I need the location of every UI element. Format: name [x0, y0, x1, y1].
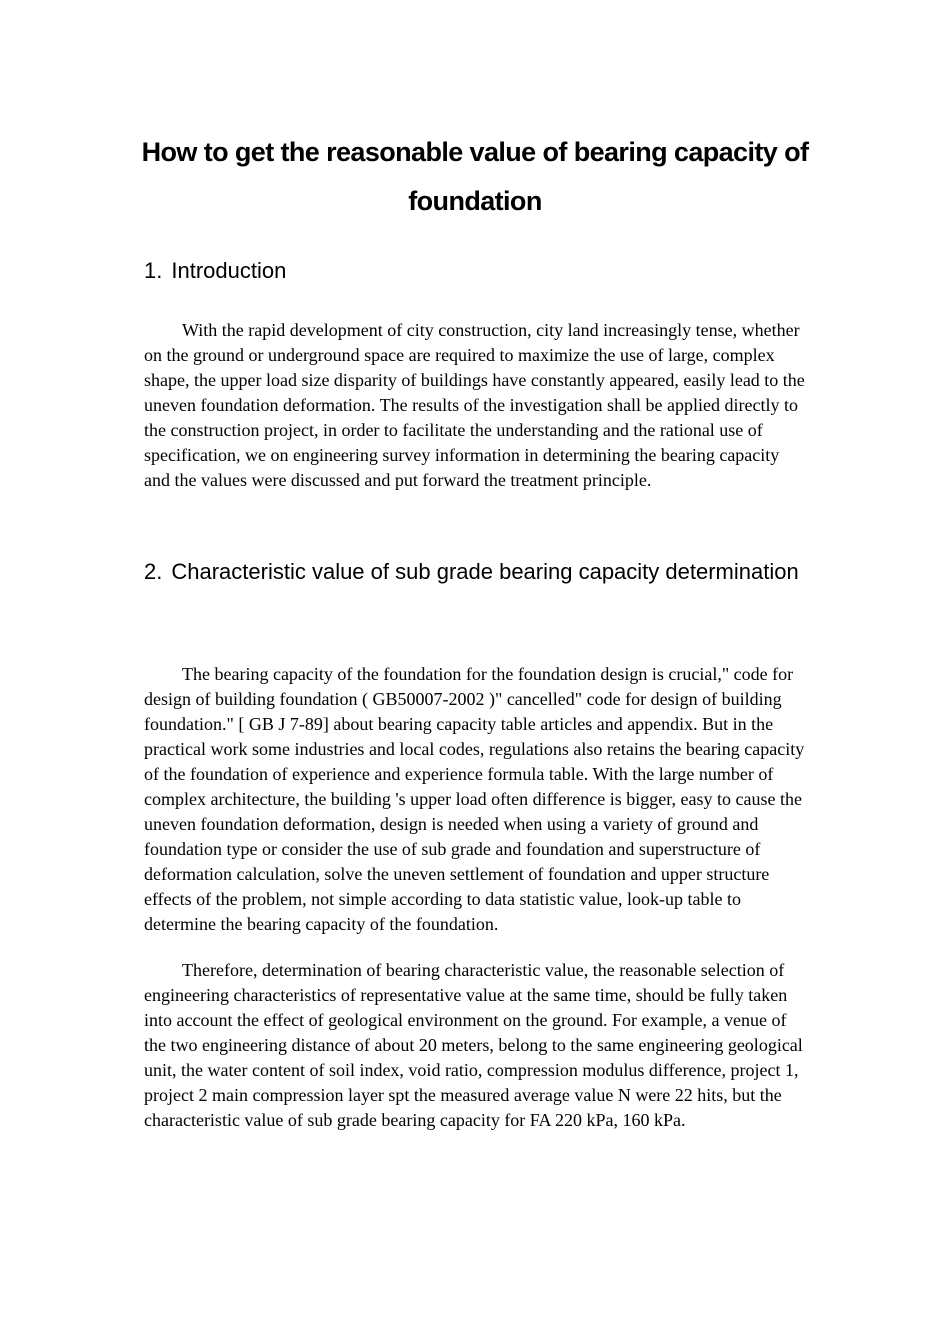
- document-title: How to get the reasonable value of bearing capacity of foundation: [141, 137, 809, 216]
- section-heading-characteristic-value: [144, 547, 824, 596]
- section-heading-introduction: [144, 256, 824, 286]
- paragraph-bearing-capacity: The bearing capacity of the foundation for the foundation design is crucial," code for design of building foundation ( GB50007-2002 )" cancelled" code for design of building foundation." [ GB J 7-89] about bearing capacity table articles and appendix. But in the practical work some industries and local codes, regulations also retains the bearing capacity of the foundation of experience and experience formula table. With the large number of complex architecture, the building 's upper load often difference is bigger, easy to cause the uneven foundation deformation, design is needed when using a variety of ground and foundation type or consider the use of sub grade and foundation and superstructure of deformation calculation, solve the uneven settlement of foundation and upper structure effects of the problem, not simple according to data statistic value, look-up table to determine the bearing capacity of the foundation.: [144, 664, 805, 934]
- section-title: Characteristic value of sub grade bearing capacity determination: [171, 559, 799, 584]
- section-number: 2.: [144, 559, 163, 584]
- section-number: 1.: [144, 258, 163, 283]
- paragraph-therefore: Therefore, determination of bearing characteristic value, the reasonable selection of engineering characteristics of representative value at the same time, should be fully taken into account the effect of geological environment on the ground. For example, a venue of the two engineering distance of about 20 meters, belong to the same engineering geological unit, the water content of soil index, void ratio, compression modulus difference, project 1, project 2 main compression layer spt the measured average value N were 22 hits, but the characteristic value of sub grade bearing capacity for FA 220 kPa, 160 kPa.: [144, 960, 803, 1130]
- paragraph-introduction: With the rapid development of city construction, city land increasingly tense, whether on the ground or underground space are required to maximize the use of large, complex shape, the upper load size disparity of buildings have constantly appeared, easily lead to the uneven foundation deformation. The results of the investigation shall be applied directly to the construction project, in order to facilitate the understanding and the rational use of specification, we on engineering survey information in determining the bearing capacity and the values were discussed and put forward the treatment principle.: [144, 320, 805, 490]
- section-title: Introduction: [171, 258, 287, 283]
